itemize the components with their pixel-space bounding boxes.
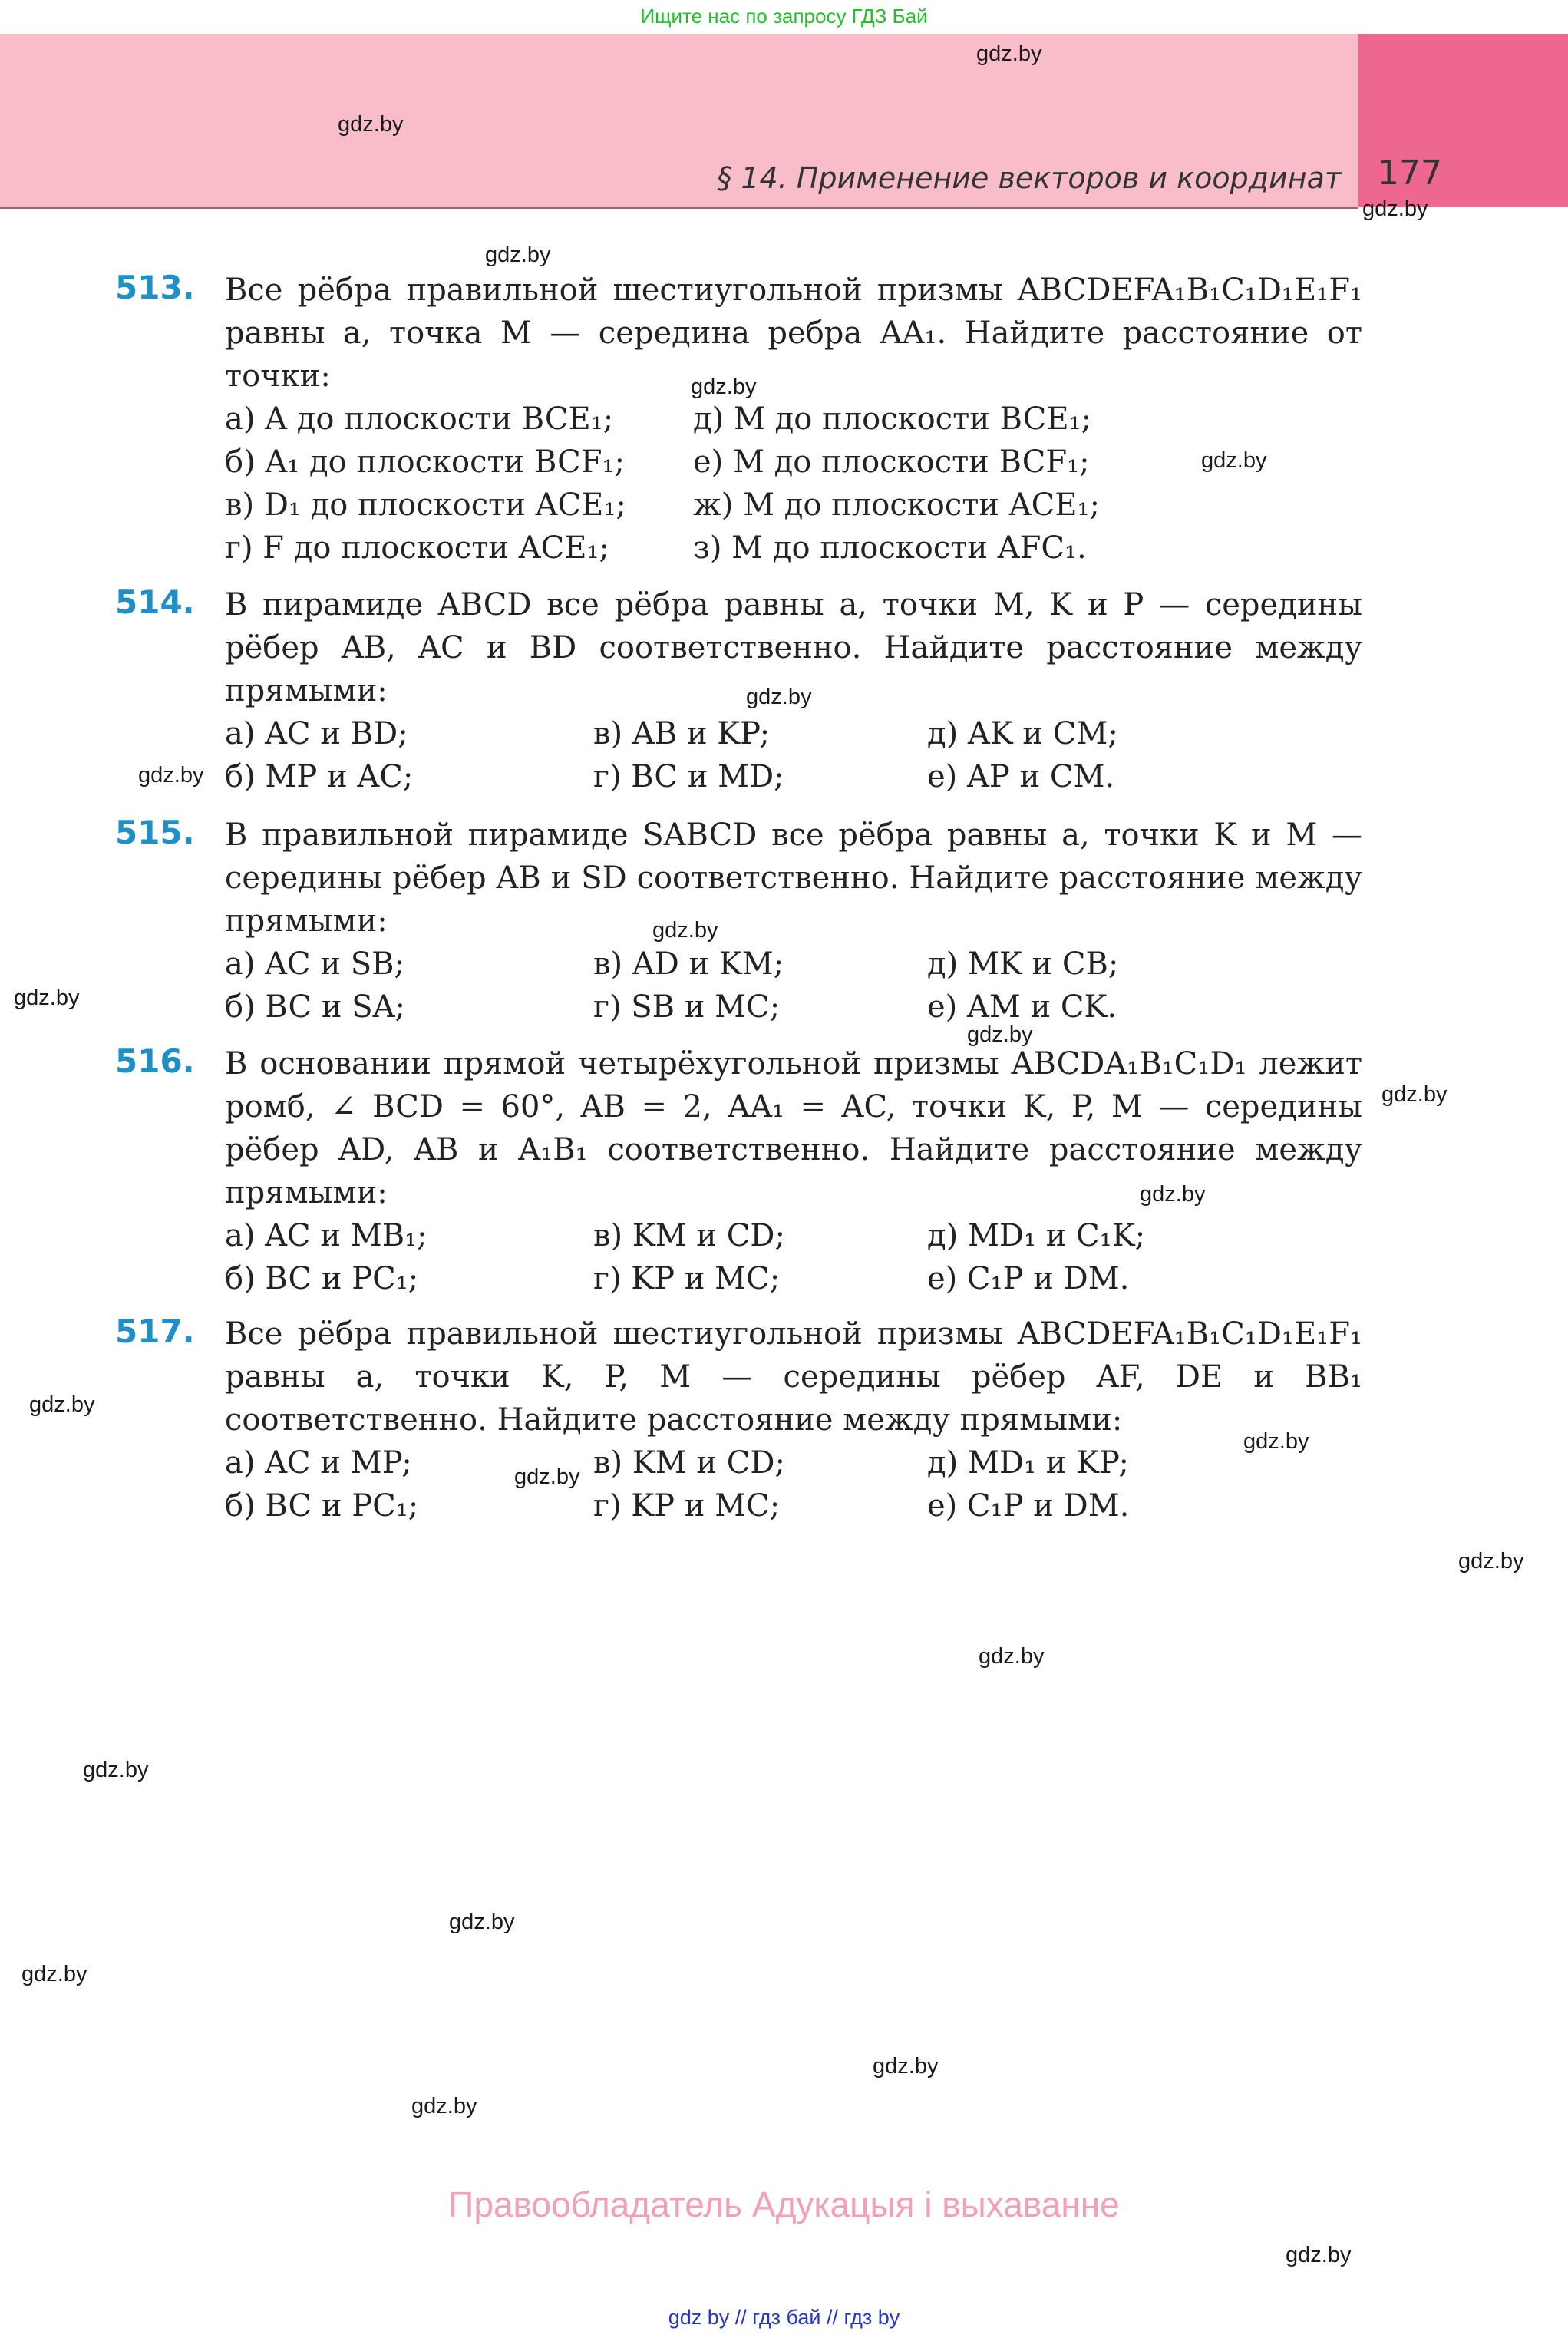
watermark: gdz.by: [746, 685, 812, 709]
watermark: gdz.by: [138, 763, 204, 788]
watermark: gdz.by: [1362, 196, 1428, 221]
option: в) KM и CD;: [593, 1445, 785, 1481]
option: ж) M до плоскости ACE₁;: [693, 487, 1100, 523]
option: з) M до плоскости AFC₁.: [693, 530, 1087, 566]
watermark: gdz.by: [967, 1022, 1033, 1047]
option: б) BC и PC₁;: [225, 1488, 419, 1524]
option: г) KP и MC;: [593, 1488, 781, 1524]
watermark: gdz.by: [1243, 1429, 1309, 1454]
watermark: gdz.by: [83, 1758, 149, 1782]
problem-513: [115, 269, 1362, 570]
option: д) MD₁ и C₁K;: [927, 1218, 1146, 1253]
problem-number: 514.: [115, 583, 195, 621]
watermark: gdz.by: [29, 1392, 95, 1417]
problem-options: [225, 943, 1362, 1029]
option: в) AD и KM;: [593, 946, 784, 982]
problem-number: 516.: [115, 1042, 195, 1080]
watermark: gdz.by: [873, 2054, 939, 2079]
option: а) A до плоскости BCE₁;: [225, 401, 614, 437]
option: в) D₁ до плоскости ACE₁;: [225, 487, 626, 523]
option: б) MP и AC;: [225, 759, 414, 794]
watermark: gdz.by: [21, 1962, 87, 1986]
problem-514: [115, 583, 1362, 798]
option: г) F до плоскости ACE₁;: [225, 530, 609, 566]
section-title: § 14. Применение векторов и координат: [717, 161, 1342, 195]
option: а) AC и MB₁;: [225, 1218, 427, 1253]
watermark: gdz.by: [338, 112, 404, 137]
option: а) AC и MP;: [225, 1445, 412, 1481]
watermark: gdz.by: [652, 918, 718, 943]
problem-number: 517.: [115, 1313, 195, 1350]
problem-options: [225, 398, 1362, 570]
problem-statement: В правильной пирамиде SABCD все рёбра равны a, точки K и M — середины рёбер AB и SD соответственно. Найдите расстояние между прямыми:: [225, 817, 1362, 939]
option: д) MD₁ и KP;: [927, 1445, 1129, 1481]
option: е) AP и CM.: [927, 759, 1115, 794]
problem-options: [225, 712, 1362, 798]
option: а) AC и BD;: [225, 716, 408, 751]
watermark: gdz.by: [1286, 2243, 1352, 2267]
watermark: gdz.by: [1140, 1182, 1206, 1207]
watermark: gdz.by: [1201, 448, 1267, 473]
option: в) KM и CD;: [593, 1218, 785, 1253]
option: д) AK и CM;: [927, 716, 1118, 751]
watermark: gdz.by: [485, 243, 551, 267]
option: г) KP и MC;: [593, 1261, 781, 1296]
problem-statement: В пирамиде ABCD все рёбра равны a, точки M, K и P — середины рёбер AB, AC и BD соответственно. Найдите расстояние между прямыми:: [225, 587, 1362, 708]
option: е) C₁P и DM.: [927, 1261, 1130, 1296]
problem-516: [115, 1042, 1362, 1300]
watermark: gdz.by: [1381, 1082, 1448, 1107]
option: а) AC и SB;: [225, 946, 405, 982]
option: е) AM и CK.: [927, 989, 1117, 1025]
option: е) M до плоскости BCF₁;: [693, 444, 1090, 480]
problem-number: 515.: [115, 814, 195, 851]
page-number: 177: [1378, 154, 1442, 193]
option: б) BC и SA;: [225, 989, 405, 1025]
problem-statement: Все рёбра правильной шестиугольной призмы ABCDEFA₁B₁C₁D₁E₁F₁ равны a, точка M — середина ребра AA₁. Найдите расстояние от точки:: [225, 272, 1362, 394]
option: б) A₁ до плоскости BCF₁;: [225, 444, 626, 480]
problem-statement: Все рёбра правильной шестиугольной призмы ABCDEFA₁B₁C₁D₁E₁F₁ равны a, точки K, P, M — середины рёбер AF, DE и BB₁ соответственно. Найдите расстояние между прямыми:: [225, 1316, 1362, 1438]
option: е) C₁P и DM.: [927, 1488, 1130, 1524]
option: д) MK и CB;: [927, 946, 1119, 982]
problem-number: 513.: [115, 269, 195, 306]
option: г) BC и MD;: [593, 759, 784, 794]
option: б) BC и PC₁;: [225, 1261, 419, 1296]
copyright-notice: Правообладатель Адукацыя і выхаванне: [448, 2184, 1120, 2224]
watermark: gdz.by: [14, 986, 80, 1010]
watermark: gdz.by: [1458, 1549, 1524, 1574]
watermark: gdz.by: [514, 1465, 580, 1489]
option: г) SB и MC;: [593, 989, 781, 1025]
problem-options: [225, 1214, 1362, 1300]
problem-517: [115, 1313, 1362, 1527]
watermark: gdz.by: [979, 1644, 1045, 1669]
problem-options: [225, 1441, 1362, 1527]
watermark: gdz.by: [449, 1910, 515, 1934]
footer-links[interactable]: gdz by // гдз бай // гдз by: [668, 2306, 900, 2329]
watermark: gdz.by: [976, 41, 1042, 66]
option: в) AB и KP;: [593, 716, 771, 751]
problem-515: [115, 814, 1362, 1029]
top-search-banner: Ищите нас по запросу ГДЗ Бай: [640, 5, 928, 28]
watermark: gdz.by: [411, 2094, 477, 2118]
watermark: gdz.by: [691, 375, 757, 399]
problem-statement: В основании прямой четырёхугольной призмы ABCDA₁B₁C₁D₁ лежит ромб, ∠ BCD = 60°, AB = 2, AA₁ = AC, точки K, P, M — середины рёбер AD, AB и A₁B₁ соответственно. Найдите расстояние между прямыми:: [225, 1046, 1362, 1210]
option: д) M до плоскости BCE₁;: [693, 401, 1092, 437]
